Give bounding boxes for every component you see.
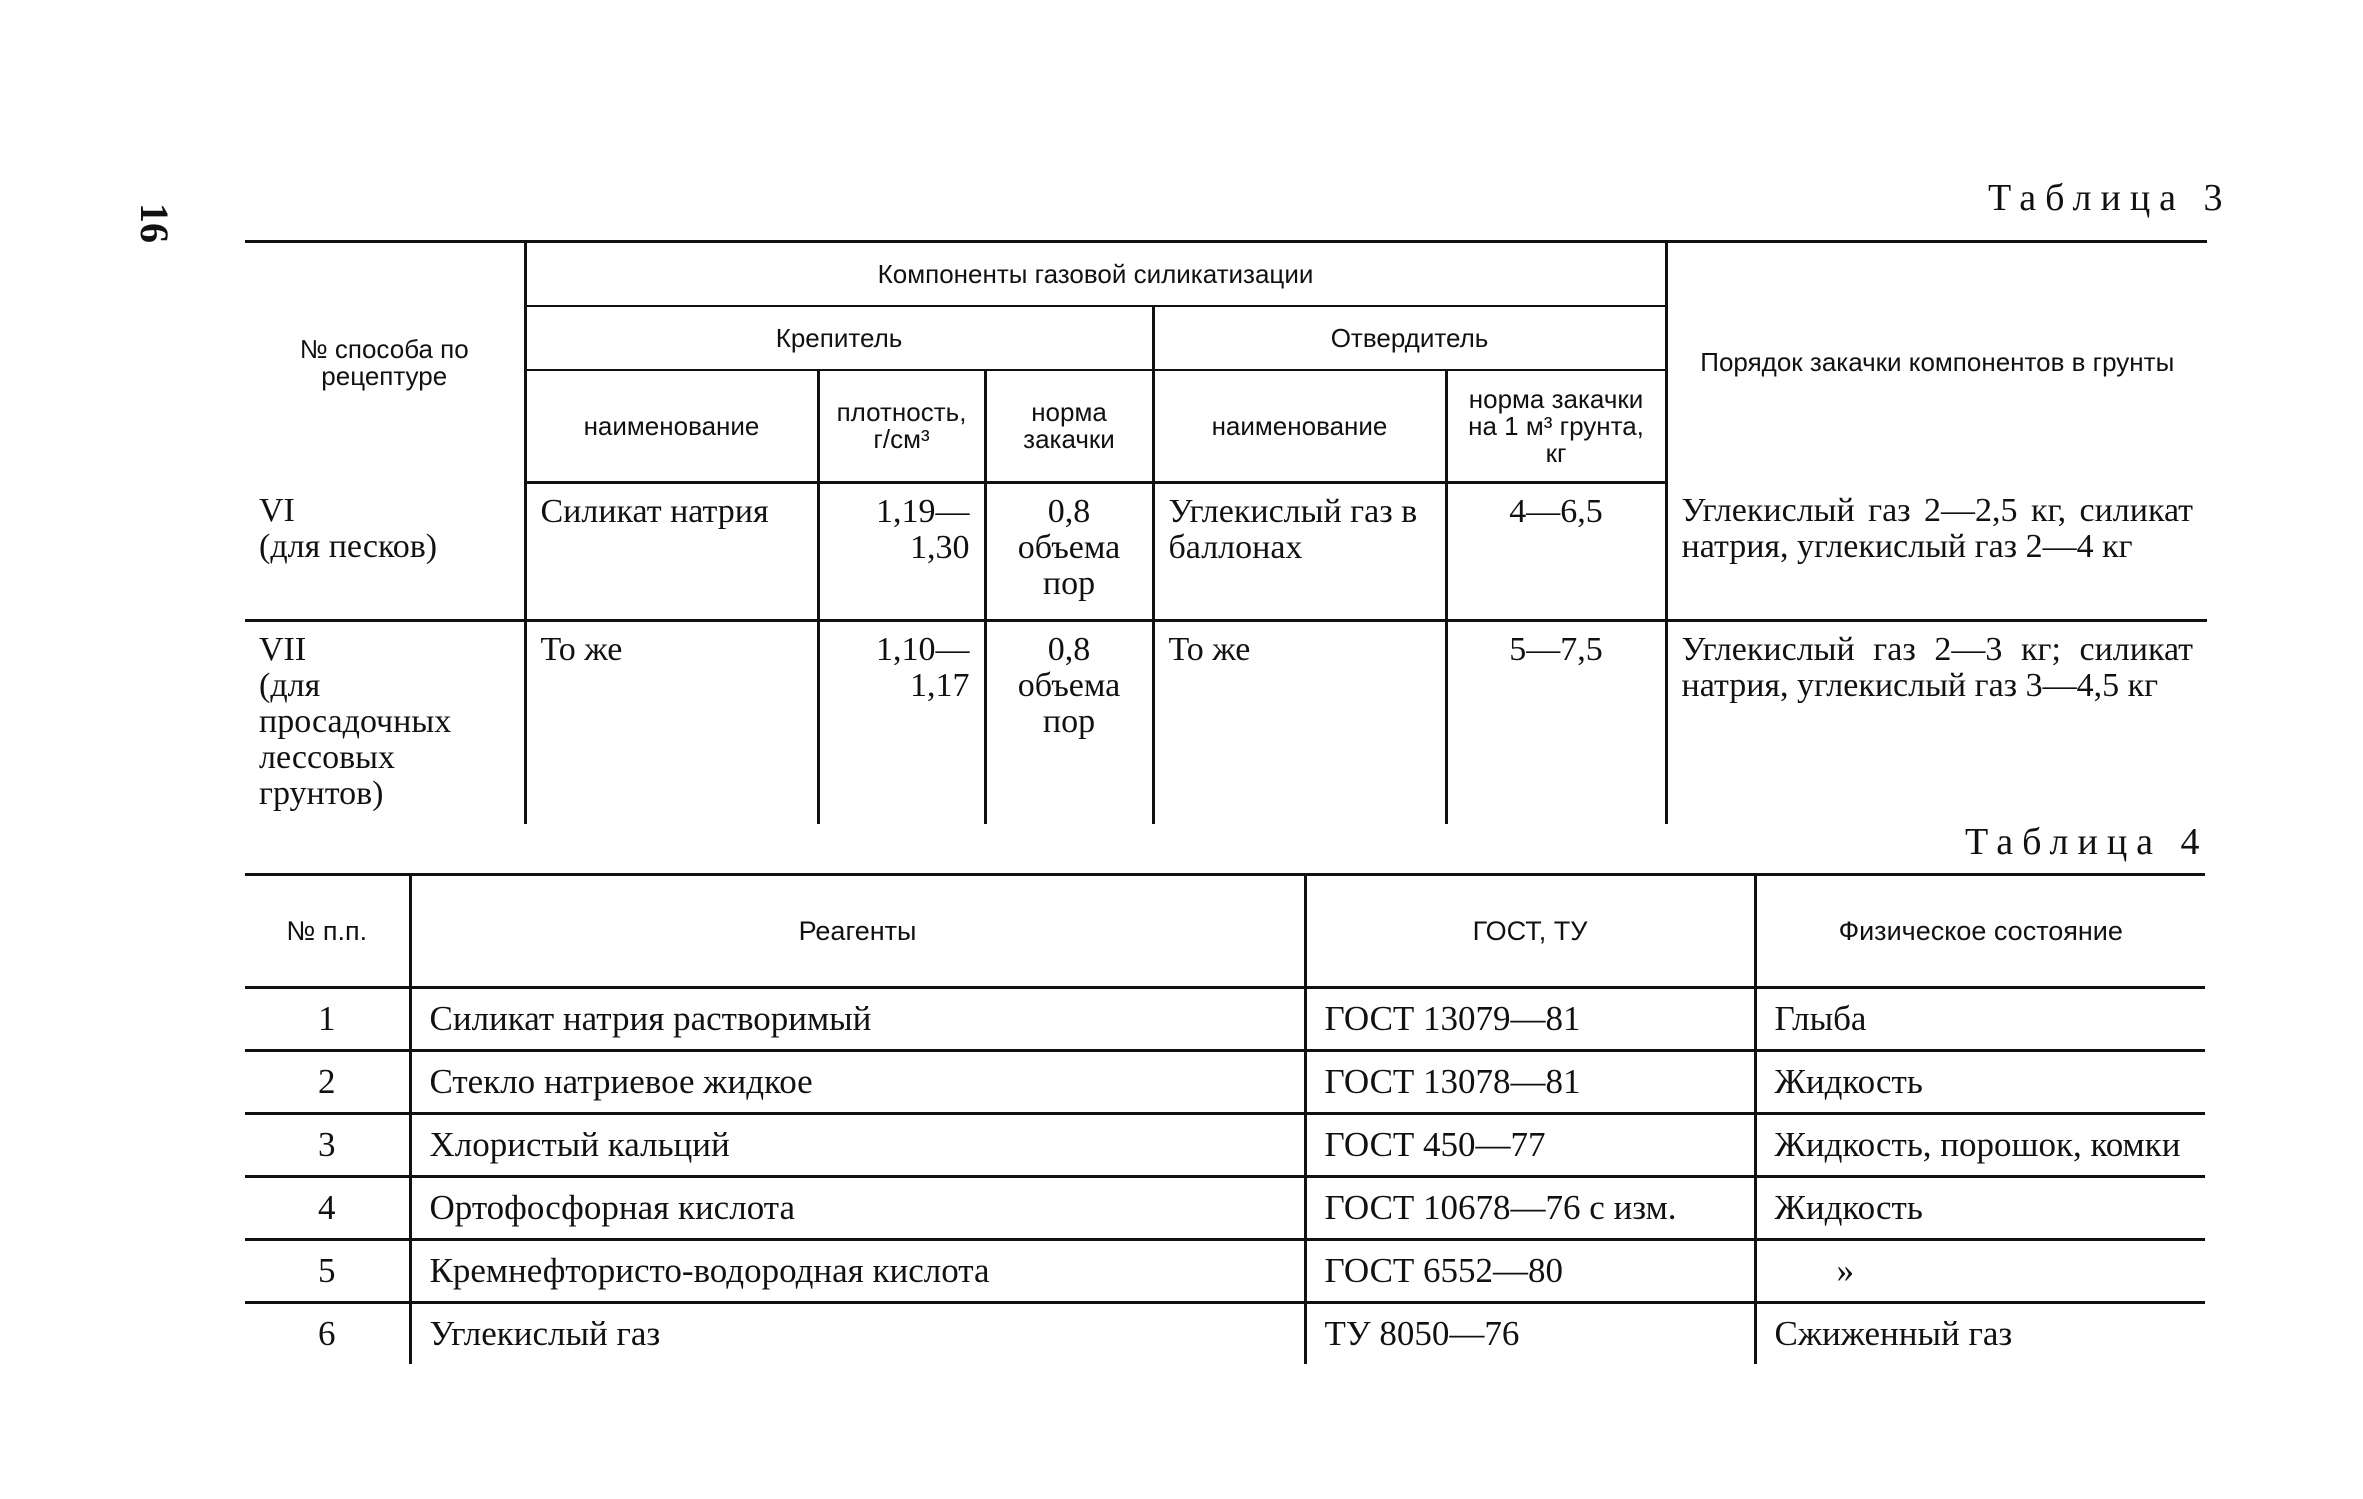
header-density: плотность, г/см³ <box>818 370 985 483</box>
table3-row <box>245 621 2207 825</box>
table4 <box>245 873 2205 1364</box>
density-to: 1,17 <box>910 667 970 704</box>
density-from: 1,10— <box>876 631 970 668</box>
method-cell <box>245 483 525 621</box>
gost-code: ГОСТ 13079—81 <box>1305 988 1755 1051</box>
physical-state: Сжиженный газ <box>1774 1314 2013 1353</box>
hardener-name: То же <box>1153 621 1446 825</box>
method-number: VI <box>259 491 295 529</box>
reagent-name: Стекло натриевое жидкое <box>410 1051 1305 1114</box>
header-state: Физическое состояние <box>1755 875 2205 988</box>
table4-row <box>245 1114 2205 1177</box>
row-number: 1 <box>245 988 410 1051</box>
gost-code: ТУ 8050—76 <box>1305 1303 1755 1365</box>
table4-row <box>245 1051 2205 1114</box>
table3 <box>245 240 2207 824</box>
reagent-name: Хлористый кальций <box>410 1114 1305 1177</box>
method-cell <box>245 621 525 825</box>
table3-row <box>245 483 2207 621</box>
header-order: Порядок закачки компонентов в грунты <box>1700 347 2175 378</box>
injection-norm-unit2: пор <box>1042 703 1096 740</box>
injection-norm-unit: объема <box>1017 529 1121 566</box>
method-note: (для просадочных лессовых грунтов) <box>259 667 452 812</box>
row-number: 6 <box>245 1303 410 1365</box>
row-number: 4 <box>245 1177 410 1240</box>
gost-code: ГОСТ 450—77 <box>1305 1114 1755 1177</box>
reagent-name: Силикат натрия растворимый <box>410 988 1305 1051</box>
injection-norm-cell <box>985 483 1153 621</box>
row-number: 2 <box>245 1051 410 1114</box>
injection-order: Углекислый газ 2—2,5 кг, силикат натрия, углекислый газ 2—4 кг <box>1666 483 2207 621</box>
density-cell <box>818 483 985 621</box>
injection-norm-unit: объема <box>1017 667 1121 704</box>
header-gost: ГОСТ, ТУ <box>1305 875 1755 988</box>
gost-code: ГОСТ 13078—81 <box>1305 1051 1755 1114</box>
row-number: 5 <box>245 1240 410 1303</box>
header-reagents: Реагенты <box>410 875 1305 988</box>
header-method-no: № способа по рецептуре <box>245 242 525 483</box>
hardener-name: Углекислый газ в баллонах <box>1153 483 1446 621</box>
density-from: 1,19— <box>876 493 970 530</box>
injection-norm-value: 0,8 <box>1047 493 1091 530</box>
method-note: (для песков) <box>259 527 438 565</box>
header-hardener-name: наименование <box>1153 370 1446 483</box>
table4-row <box>245 1177 2205 1240</box>
table4-caption: Таблица 4 <box>1965 821 2209 863</box>
header-fixer-name: наименование <box>525 370 818 483</box>
header-hardener: Отвердитель <box>1153 306 1666 370</box>
injection-norm-cell <box>985 621 1153 825</box>
injection-norm-value: 0,8 <box>1047 631 1091 668</box>
injection-norm-unit2: пор <box>1042 565 1096 602</box>
hardener-norm: 4—6,5 <box>1446 483 1666 621</box>
physical-state: Жидкость <box>1755 1051 2205 1114</box>
fixer-name: Силикат натрия <box>525 483 818 621</box>
table3-caption: Таблица 3 <box>1988 177 2232 219</box>
reagent-name: Углекислый газ <box>410 1303 1305 1365</box>
hardener-norm: 5—7,5 <box>1446 621 1666 825</box>
gost-code: ГОСТ 6552—80 <box>1305 1240 1755 1303</box>
page-number: 16 <box>132 203 177 243</box>
gost-code: ГОСТ 10678—76 с изм. <box>1305 1177 1755 1240</box>
physical-state: » <box>1755 1240 2205 1303</box>
table4-row <box>245 1240 2205 1303</box>
physical-state: Жидкость <box>1755 1177 2205 1240</box>
table4-row <box>245 1303 2205 1365</box>
row-number: 3 <box>245 1114 410 1177</box>
density-cell <box>818 621 985 825</box>
physical-state: Жидкость, порошок, комки <box>1755 1114 2205 1177</box>
table4-row <box>245 988 2205 1051</box>
fixer-name: То же <box>525 621 818 825</box>
injection-order: Углекислый газ 2—3 кг; силикат натрия, углекислый газ 3—4,5 кг <box>1681 631 2194 704</box>
header-components: Компоненты газовой силикатизации <box>525 242 1666 307</box>
physical-state: Глыба <box>1755 988 2205 1051</box>
reagent-name: Кремнефтористо-водородная кислота <box>410 1240 1305 1303</box>
method-number: VII <box>259 631 307 668</box>
header-hardener-norm: норма закачки на 1 м³ грунта, кг <box>1446 370 1666 483</box>
density-to: 1,30 <box>910 529 970 566</box>
reagent-name: Ортофосфорная кислота <box>410 1177 1305 1240</box>
header-num: № п.п. <box>245 875 410 988</box>
header-fixer: Крепитель <box>525 306 1153 370</box>
header-injection-norm: норма закачки <box>985 370 1153 483</box>
